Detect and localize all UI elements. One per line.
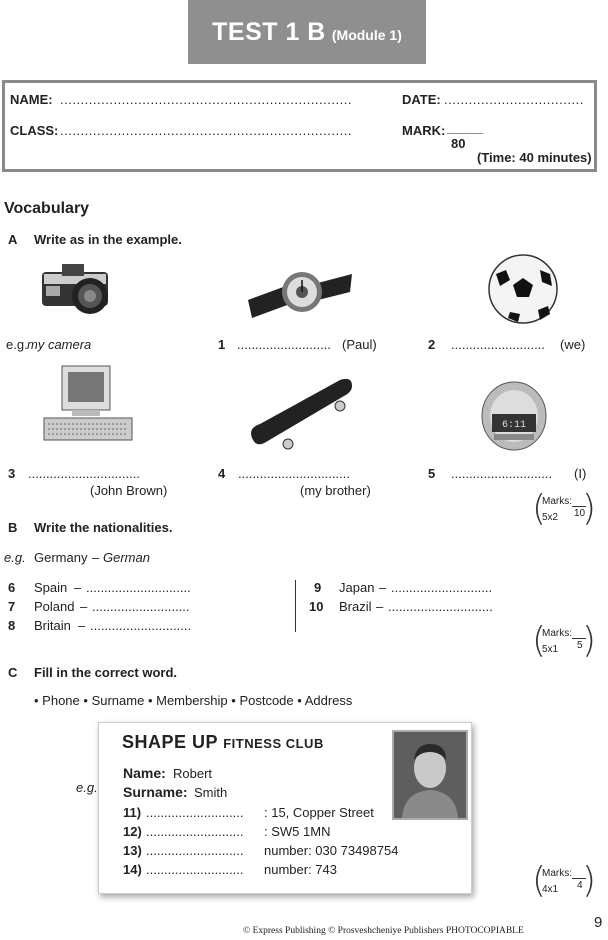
skateboard-icon bbox=[246, 372, 356, 454]
answer-blank[interactable]: ............................. bbox=[86, 580, 191, 595]
class-label: CLASS: bbox=[10, 123, 59, 138]
country-name: Britain bbox=[34, 618, 71, 633]
time-limit: (Time: 40 minutes) bbox=[477, 150, 592, 165]
answer-blank[interactable]: ........................... bbox=[92, 599, 190, 614]
item-number: 6 bbox=[8, 580, 16, 595]
answer-blank[interactable]: ............................... bbox=[238, 466, 350, 481]
column-divider bbox=[295, 580, 296, 632]
country-name: Japan bbox=[339, 580, 375, 595]
class-field[interactable]: ....................................................................... bbox=[60, 123, 352, 138]
word-bank-item: Address bbox=[304, 693, 353, 708]
alarm-clock-icon bbox=[480, 380, 548, 452]
answer-blank[interactable]: ........................... bbox=[146, 843, 244, 858]
task-b-instruction: Write the nationalities. bbox=[34, 520, 173, 535]
name-field[interactable]: ....................................................................... bbox=[60, 92, 352, 107]
club-name: SHAPE UP FITNESS CLUB bbox=[122, 732, 324, 752]
marks-total: 4 bbox=[577, 880, 583, 891]
answer-blank[interactable]: ............................... bbox=[28, 466, 140, 481]
answer-blank[interactable]: ............................ bbox=[391, 580, 493, 595]
football-icon bbox=[486, 252, 560, 326]
word-bank-item: Surname bbox=[91, 693, 145, 708]
word-bank: • Phone • Surname • Membership • Postcode • Address bbox=[34, 693, 353, 708]
item-hint: (we) bbox=[560, 337, 586, 352]
item-hint: (my brother) bbox=[300, 483, 371, 498]
item-number: 4 bbox=[218, 466, 226, 481]
item-number: 9 bbox=[314, 580, 322, 595]
task-b-letter: B bbox=[8, 520, 18, 535]
answer-blank[interactable]: ........................... bbox=[146, 824, 244, 839]
card-surname-value: Smith bbox=[194, 785, 228, 800]
item-number: 10 bbox=[309, 599, 324, 614]
word-bank-item: Phone bbox=[42, 693, 80, 708]
copyright-footer: © Express Publishing © Prosveshcheniye Publishers PHOTOCOPIABLE bbox=[243, 926, 524, 936]
item-number: 3 bbox=[8, 466, 16, 481]
card-row-value: : SW5 1MN bbox=[264, 824, 331, 839]
camera-icon bbox=[38, 260, 112, 324]
marks-box-a: ( ) Marks: 5x2 10 bbox=[532, 488, 596, 529]
item-number: 14) bbox=[123, 862, 142, 877]
member-photo bbox=[392, 730, 468, 820]
task-a-letter: A bbox=[8, 232, 18, 247]
example-label: e.g. bbox=[6, 337, 28, 352]
answer-blank[interactable]: .......................... bbox=[237, 337, 331, 352]
item-number: 7 bbox=[8, 599, 16, 614]
computer-icon bbox=[42, 362, 134, 452]
mark-label: MARK: bbox=[402, 123, 446, 138]
word-bank-item: Membership bbox=[156, 693, 228, 708]
marks-label: Marks: bbox=[542, 496, 572, 507]
item-number: 2 bbox=[428, 337, 436, 352]
country-name: Brazil bbox=[339, 599, 372, 614]
item-number: 8 bbox=[8, 618, 16, 633]
example-answer: German bbox=[103, 550, 150, 565]
marks-calc: 5x2 bbox=[542, 512, 559, 523]
date-field[interactable]: .................................. bbox=[444, 92, 584, 107]
task-c-instruction: Fill in the correct word. bbox=[34, 665, 178, 680]
item-number: 1 bbox=[218, 337, 226, 352]
marks-calc: 5x1 bbox=[542, 644, 559, 655]
marks-calc: 4x1 bbox=[542, 884, 559, 895]
card-row-value: number: 743 bbox=[264, 862, 337, 877]
mark-total: 80 bbox=[451, 136, 466, 151]
page-number: 9 bbox=[594, 914, 603, 931]
example-label: e.g. bbox=[76, 780, 98, 795]
item-hint: (John Brown) bbox=[90, 483, 168, 498]
mark-line[interactable]: _____ bbox=[447, 120, 484, 135]
word-bank-item: Postcode bbox=[239, 693, 294, 708]
section-heading: Vocabulary bbox=[4, 200, 90, 217]
country-name: Poland bbox=[34, 599, 75, 614]
example-country: Germany bbox=[34, 550, 88, 565]
card-name-value: Robert bbox=[173, 766, 213, 781]
answer-blank[interactable]: ........................... bbox=[146, 805, 244, 820]
module-label: (Module 1) bbox=[331, 27, 402, 43]
item-number: 13) bbox=[123, 843, 142, 858]
country-name: Spain bbox=[34, 580, 68, 595]
date-label: DATE: bbox=[402, 92, 441, 107]
marks-label: Marks: bbox=[542, 868, 572, 879]
item-hint: (Paul) bbox=[342, 337, 377, 352]
answer-blank[interactable]: ........................... bbox=[146, 862, 244, 877]
title-banner bbox=[188, 0, 426, 64]
card-row-value: number: 030 73498754 bbox=[264, 843, 399, 858]
marks-box-b: ( ) Marks: 5x1 5 bbox=[532, 620, 596, 661]
svg-text:6:11: 6:11 bbox=[501, 420, 527, 431]
answer-blank[interactable]: ............................ bbox=[90, 618, 192, 633]
marks-box-c: ( ) Marks: 4x1 4 bbox=[532, 860, 596, 901]
example-label: e.g. bbox=[4, 550, 26, 565]
marks-label: Marks: bbox=[542, 628, 572, 639]
person-icon bbox=[394, 732, 466, 818]
answer-blank[interactable]: ............................ bbox=[451, 466, 553, 481]
example-answer: my camera bbox=[27, 337, 92, 352]
task-a-instruction: Write as in the example. bbox=[34, 232, 182, 247]
watch-icon bbox=[246, 266, 354, 320]
card-name-label: Name: bbox=[123, 765, 166, 781]
item-number: 11) bbox=[123, 805, 142, 820]
test-title: TEST 1 B bbox=[212, 17, 326, 46]
card-surname-label: Surname: bbox=[123, 784, 188, 800]
marks-total: 10 bbox=[574, 508, 586, 519]
item-number: 5 bbox=[428, 466, 436, 481]
card-row-value: : 15, Copper Street bbox=[264, 805, 374, 820]
marks-total: 5 bbox=[577, 640, 583, 651]
task-c-letter: C bbox=[8, 665, 18, 680]
item-hint: (I) bbox=[574, 466, 587, 481]
answer-blank[interactable]: ............................. bbox=[388, 599, 493, 614]
answer-blank[interactable]: .......................... bbox=[451, 337, 545, 352]
name-label: NAME: bbox=[10, 92, 53, 107]
item-number: 12) bbox=[123, 824, 142, 839]
